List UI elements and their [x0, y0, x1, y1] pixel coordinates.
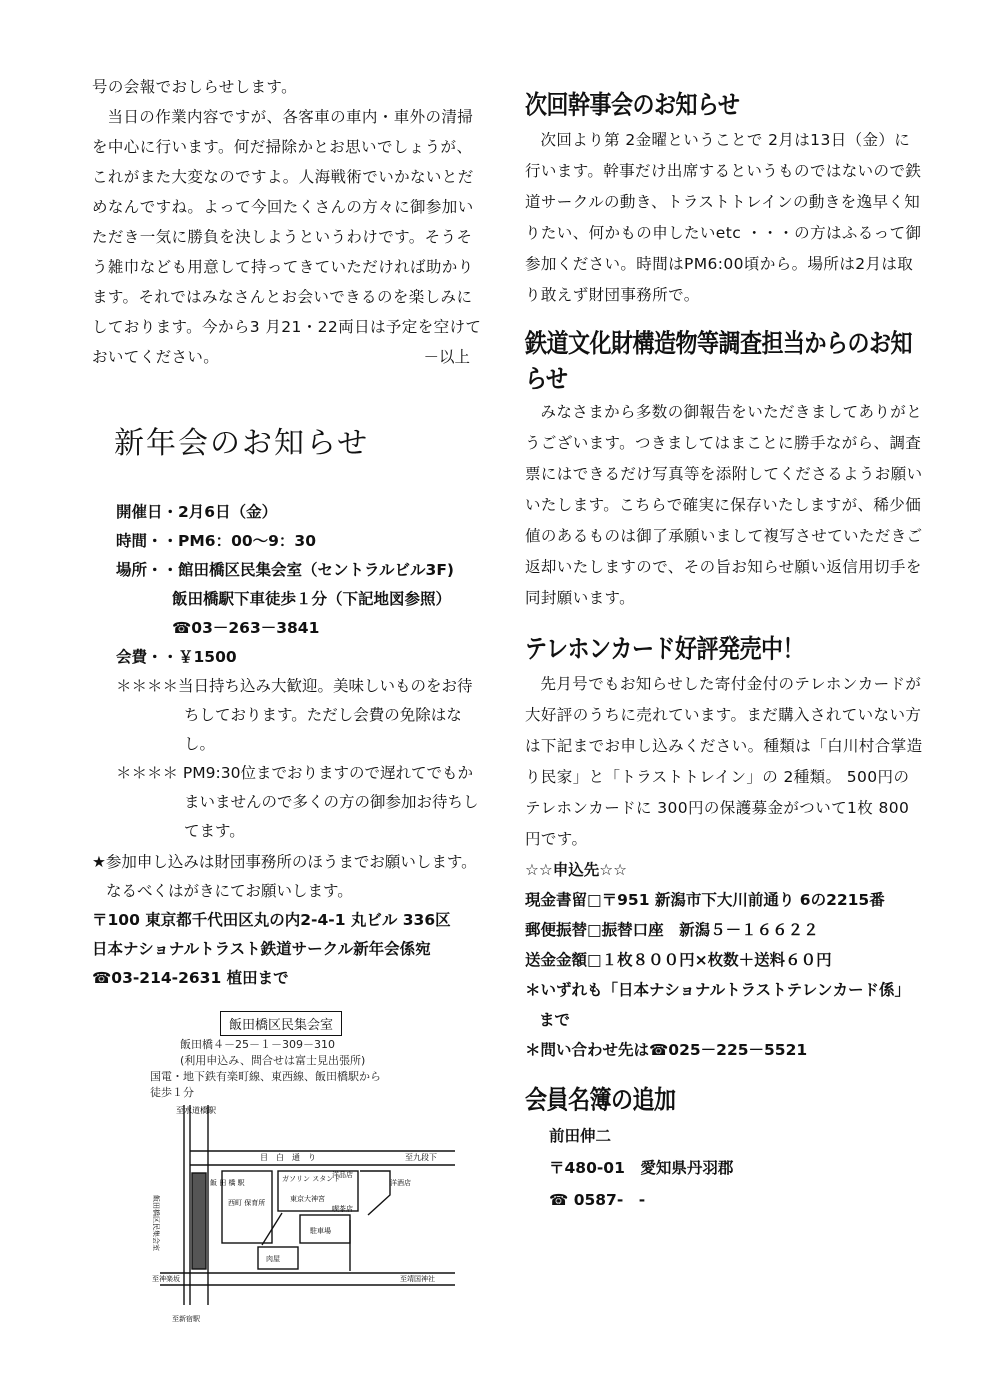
left-column [92, 72, 484, 993]
event-note-1: ＊＊＊＊当日持ち込み大歓迎。美味しいものをお待ちしております。ただし会費の免除はなし。 [116, 677, 473, 753]
map-caption-1: 飯田橋４－25－１－309－310 [180, 1038, 335, 1051]
address-line-3: ☎03-214-2631 植田まで [92, 969, 289, 987]
card-line-2: 郵便振替□振替口座 新潟５－１６６２２ [525, 921, 819, 939]
map-label-shinjuku: 至新宿駅 [172, 1315, 200, 1323]
apply-note: ★参加申し込みは財団事務所のほうまでお願いします。なるべくはがきにてお願いします。 [92, 853, 477, 900]
ijo-mark: －以上 [423, 348, 470, 366]
event-note-2: ＊＊＊＊ PM9:30位までおりますので遅れてでもかまいませんので多くの方の御参加お待ちしてます。 [116, 764, 479, 840]
section-bunkazai [525, 329, 925, 614]
map-label-kudanshita: 至九段下 [405, 1153, 437, 1162]
map-label-gasoline: ガソリン スタンド [282, 1175, 341, 1183]
event-tel: ☎03－263－3841 [172, 619, 320, 637]
map-label-kissaten: 喫茶店 [332, 1205, 353, 1213]
map-label-nishimachi: 西町 保育所 [228, 1199, 266, 1207]
right-column [525, 88, 925, 1234]
map-label-yasukuni: 至靖国神社 [400, 1275, 435, 1283]
card-apply-head: ☆☆申込先☆☆ [525, 861, 628, 879]
members-title: 会員名簿の追加 [525, 1086, 676, 1116]
map-title-box: 飯田橋区民集会室 [220, 1011, 342, 1036]
event-date: 開催日・2月6日（金） [116, 503, 278, 521]
map-label-parking: 駐車場 [310, 1227, 331, 1235]
map-caption-4: 徒歩１分 [150, 1086, 194, 1099]
map-label-suidobashi: 至水道橋駅 [176, 1106, 216, 1115]
map-label-mejirodori: 目 白 通 り [260, 1153, 316, 1162]
map-label-station: 飯 田 橋 駅 [210, 1179, 245, 1187]
bunkazai-body: みなさまから多数の御報告をいただきましてありがとうございます。つきましてはまことに勝手ながら、調査票にはできるだけ写真等を添附してくださるようお願いいたします。こちらで確実に保存いたしますが、稀少価値のあるものは御了承願いまして複写させていただきご返却いたしますので、その旨お知らせ願い返信用切手を同封願います。 [525, 403, 923, 607]
event-place-sub: 飯田橋駅下車徒歩１分（下記地図参照） [172, 590, 452, 608]
event-time: 時間・・PM6：00～9：30 [116, 532, 316, 550]
shinnenkai-details [92, 498, 484, 846]
address-line-1: 〒100 東京都千代田区丸の内2-4-1 丸ビル 336区 [92, 911, 451, 929]
intro-paragraph: 当日の作業内容ですが、各客車の車内・車外の清掃を中心に行います。何だ掃除かとお思いでしょうが、これがまた大変なのですよ。人海戦術でいかないとだめなんですね。よって今回たくさんの方々に御参加いただき一気に勝負を決しようというわけです。そうそう雑巾なども用意して持ってきていただければ助かります。それではみなさんとお会いできるのを楽しみにしております。今から3 月21・22両日は予定を空けておいてください。 [92, 108, 482, 366]
section-kanjikai [525, 88, 925, 311]
card-line-4: ＊いずれも「日本ナショナルトラストテレンカード係」まで [525, 981, 910, 1029]
map-label-daijingu: 東京大神宮 [290, 1195, 325, 1203]
intro-line: 号の会報でおしらせします。 [92, 78, 297, 96]
venue-map [124, 1005, 480, 1335]
card-title: テレホンカード好評発売中！ [525, 635, 805, 665]
shinnenkai-title: 新年会のお知らせ [114, 426, 370, 461]
member-tel: ☎ 0587- - [549, 1191, 646, 1209]
map-caption-3: 国電・地下鉄有楽町線、東西線、飯田橋駅から [150, 1070, 381, 1083]
member-address: 〒480-01 愛知県丹羽郡 [549, 1159, 734, 1177]
member-name: 前田伸二 [549, 1127, 612, 1145]
map-label-kagurazaka: 至神楽坂 [152, 1275, 180, 1283]
card-body: 先月号でもお知らせした寄付金付のテレホンカードが大好評のうちに売れています。まだ購入されていない方は下記までお申し込みください。種類は「白川村合掌造り民家」と「トラストトレイン」の 2種類。 500円のテレホンカードに 300円の保護募金がついて1枚 800円です。 [525, 675, 923, 848]
bunkazai-title: 鉄道文化財構造物等調査担当からのお知らせ [525, 330, 913, 395]
kanjikai-body: 次回より第 2金曜ということで 2月は13日（金）に行います。幹事だけ出席するというものではないので鉄道サークルの動き、トラストトレインの動きを逸早く知りたい、何かもの申したいetc ・・・の方はふるって御参加ください。時間はPM6:00頃から。場所は2月は取り敢えず財団事務所で。 [525, 131, 922, 304]
map-label-nikuya: 肉屋 [266, 1255, 280, 1263]
section-members [525, 1083, 925, 1216]
map-label-central: セントラルプラザ [124, 1185, 131, 1233]
map-label-kumin: 飯田橋区民集会室 [152, 1195, 160, 1251]
card-line-3: 送金金額□１枚８００円×枚数＋送料６０円 [525, 951, 832, 969]
event-fee: 会費・・￥1500 [116, 648, 237, 666]
address-line-2: 日本ナショナルトラスト鉄道サークル新年会係宛 [92, 940, 431, 958]
map-label-youshuten: 洋酒店 [390, 1179, 411, 1187]
section-telephone-card [525, 632, 925, 1065]
card-line-1: 現金書留□〒951 新潟市下大川前通り 6の2215番 [525, 891, 885, 909]
map-label-yogashiten: 洋品店 [332, 1171, 353, 1179]
kanjikai-title: 次回幹事会のお知らせ [525, 91, 740, 121]
map-caption-2: (利用申込み、問合せは富士見出張所) [180, 1054, 366, 1067]
member-entry [525, 1120, 925, 1216]
map-drawing [124, 1005, 480, 1335]
apply-address [92, 906, 484, 993]
card-line-5: ＊問い合わせ先は☎025－225－5521 [525, 1041, 808, 1059]
event-place: 場所・・館田橋区民集会室（セントラルビル3F) [116, 561, 454, 579]
